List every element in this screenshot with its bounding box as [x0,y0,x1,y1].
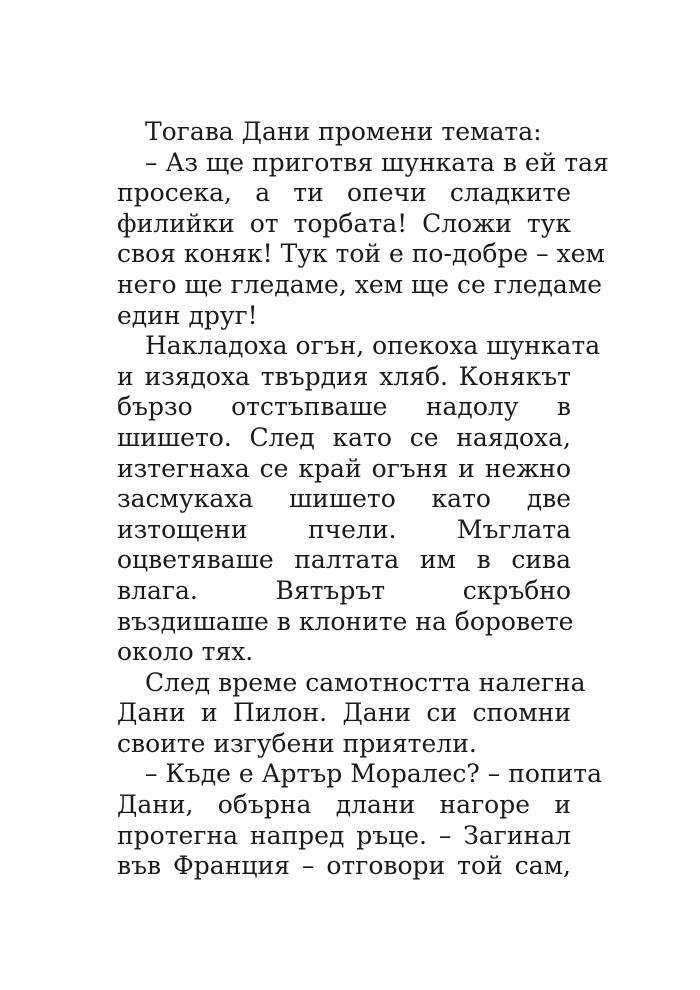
text-line: – Къде е Артър Моралес? – попита [145,759,603,789]
text-line: изтегнаха се край огъня и нежно [117,453,571,483]
text-line: Тогава Дани промени темата: [145,117,542,146]
text-line: във Франция – отговори той сам, [117,851,571,881]
text-line: протегна напред ръце. – Загинал [117,820,571,850]
text-line: филийки от торбата! Сложи тук [117,208,571,238]
text-line: своя коняк! Тук той е по-добре – хем [117,239,605,269]
text-line: и изядоха твърдия хляб. Конякът [117,361,571,391]
text-line: оцветяваше палтата им в сива [117,545,571,575]
text-line: около тях. [117,637,254,667]
text-line: Накладоха огън, опекоха шунката [145,331,601,361]
text-line: Дани, обърна длани нагоре и [117,790,571,820]
text-line: шишето. След като се наядоха, [117,422,571,452]
text-line: засмукаха шишето като две [117,484,571,514]
text-line: него ще гледаме, хем ще се гледаме [117,269,603,299]
text-line: изтощени пчели. Мъглата [117,514,571,544]
text-line: Дани и Пилон. Дани си спомни [117,698,571,728]
text-line: – Аз ще приготвя шунката в ей тая [145,147,609,177]
text-line: един друг! [117,300,258,330]
text-line: просека, а ти опечи сладките [117,178,571,208]
body-text [117,117,609,882]
text-line: своите изгубени приятели. [117,728,477,758]
text-line: бързо отстъпваше надолу в [117,392,571,422]
text-line: влага. Вятърът скръбно [117,575,571,605]
text-line: въздишаше в клоните на боровете [117,606,574,636]
text-line: След време самотността налегна [145,667,586,697]
